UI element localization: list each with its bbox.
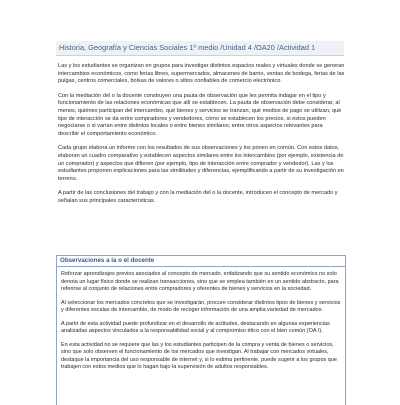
teacher-note-paragraph-1: Reforzar aprendizajes previos asociados al concepto de mercado, enfatizando que su sentido económico no solo denota un lugar físico donde se realizan transacciones, sino que se emplea también en un sentido abstracto, para referirse al conjunto de relaciones entre compradores y oferentes de bienes y servicios en la sociedad. <box>61 271 339 292</box>
activity-paragraph-4: A partir de las conclusiones del trabajo y con la mediación del o la docente, introducen el concepto de mercado y señalan sus principales características. <box>58 190 338 204</box>
teacher-notes-box <box>56 255 346 405</box>
activity-body <box>58 63 345 213</box>
teacher-note-paragraph-4: En esta actividad no se requiere que las y los estudiantes participen de la compra y venta de bienes o servicios, sino que solo observen el funcionamiento de los mercados que investigan. Al trabajar con mercados virtuales, destaque la importancia del uso responsable de internet y, si lo estima pertinente, puede sugerir a los grupos que trabajen con estos medios que lo hagan bajo la supervisión de adultos responsables. <box>61 341 337 370</box>
teacher-note-paragraph-2: Al seleccionar los mercados concretos que se investigarán, procure considerar distintos tipos de bienes y servicios y diferentes escalas de intercambio, de modo de recoger información de una amplia variedad de mercados. <box>61 299 341 313</box>
teacher-notes-heading: Observaciones a la o el docente <box>57 256 345 267</box>
activity-paragraph-2: Con la mediación del o la docente construyen una pauta de observación que les permita indagar en el tipo y funcionamiento de las relaciones económicas que allí se establecen. La pauta de observación debe considerar, al menos, quiénes participan del intercambio, qué bienes y servicios se tranzan, qué medios de pago se utilizan, qué tipo de interacción se da entre compradores y vendedores, cómo se establecen los precios, si estos pueden negociarse o si varían entre distintos locales o entre bienes similares; entre otros aspectos relevantes para describir el comportamiento económico. <box>58 92 342 137</box>
teacher-notes-body <box>57 267 345 372</box>
page-title: Historia, Geografía y Ciencias Sociales 1º medio /Unidad 4 /OA20 /Actividad 1 <box>59 43 316 52</box>
activity-paragraph-3: Cada grupo elabora un informe con los resultados de sus observaciones y los ponen en común. Con estos datos, elaboran un cuadro comparativo y establecen aspectos similares entre los intercambios (por ejemplo, existencia de un comprador) y aspectos que difieren (por ejemplo, tipo de interacción entre comprador y vendedor). Las y los estudiantes proponen explicaciones para las similitudes y diferencias, ejemplificando a partir de su investigación en terreno. <box>58 145 344 182</box>
teacher-note-paragraph-3: A partir de esta actividad puede profundizar en el desarrollo de actitudes, destacando en algunas experiencias analizadas aspectos vinculados a la responsabilidad social y al compromiso ético con el bien común (OA I). <box>61 320 330 334</box>
activity-paragraph-1: Las y los estudiantes se organizan en grupos para investigar distintos espacios reales y virtuales donde se generan intercambios económicos, como ferias libres, supermercados, almacenes de barrio, ventas de bodega, ferias de las pulgas, centros comerciales, bolsas de valores o sitios confiables de comercio electrónico. <box>58 63 345 85</box>
